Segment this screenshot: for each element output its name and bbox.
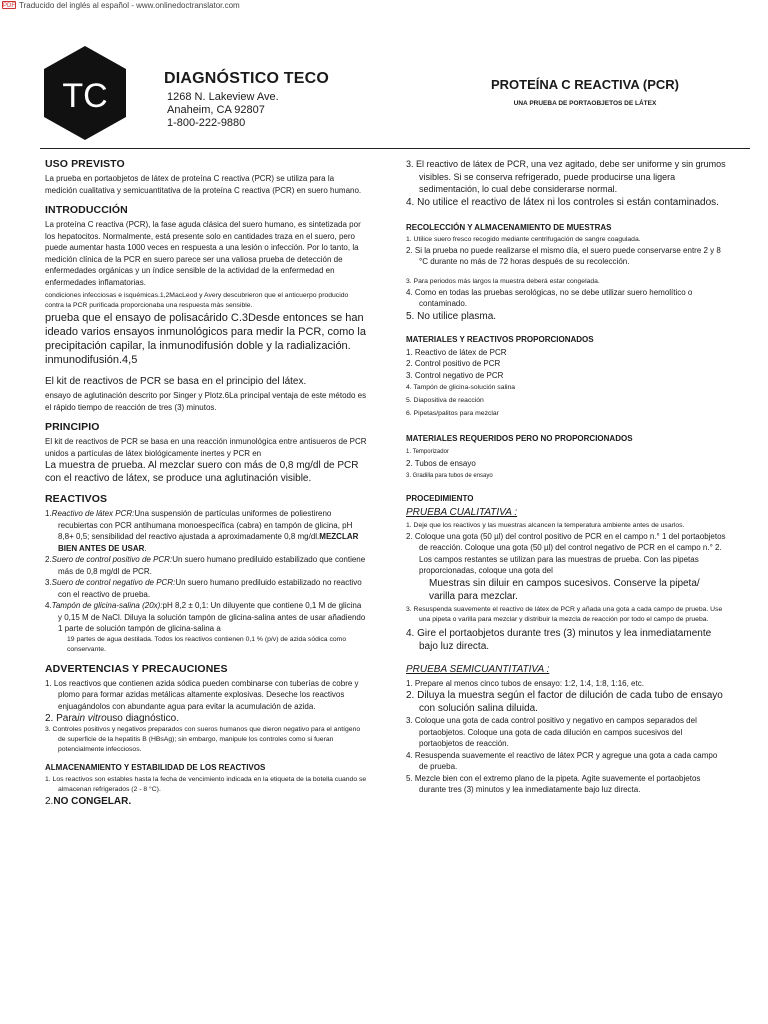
list-item: 4. No utilice el reactivo de látex ni los controles si están contaminados. [406,196,719,208]
section-requeridos [406,434,728,482]
product-header [470,77,700,107]
list-item: 2. Diluya la muestra según el factor de dilución de cada tubo de ensayo con solución salina diluida. [406,690,723,714]
list-item: 3. Coloque una gota de cada control positivo y negativo en campos separados del portaobjetos. Coloque una gota de cada dilución en campos sucesivos del portaobjetos de reacción. [406,716,697,748]
section-title: PROCEDIMIENTO [406,493,474,503]
section-reactivos [45,493,367,655]
paragraph: La prueba en portaobjetos de látex de proteína C reactiva (PCR) se utiliza para la medición cualitativa y semicuantitativa de la proteína C reactiva (PCR) en suero humano. [45,174,362,195]
section-title: INTRODUCCIÓN [45,204,128,216]
section-title: ALMACENAMIENTO Y ESTABILIDAD DE LOS REACTIVOS [45,763,266,772]
list-item-continued: 19 partes de agua destilada. Todos los reactivos contienen 0,1 % (p/v) de azida sódica como conservante. [67,635,347,653]
list-item: 3. Para periodos más largos la muestra deberá estar congelada. [406,277,600,285]
list-item: 1. Prepare al menos cinco tubos de ensayo: 1:2, 1:4, 1:8, 1:16, etc. [406,678,644,688]
paragraph: El kit de reactivos de PCR se basa en una reacción inmunológica entre antisueros de PCR unidos a partículas de látex biológicamente inertes y PCR en [45,437,367,458]
list-item: 5. No utilice plasma. [406,310,497,322]
section-procedimiento [406,494,728,796]
list-item: 4. Gire el portaobjetos durante tres (3) minutos y lea inmediatamente bajo luz directa. [406,627,712,652]
section-title: ADVERTENCIAS Y PRECAUCIONES [45,662,228,675]
section-title: USO PREVISTO [45,158,125,170]
section-title: RECOLECCIÓN Y ALMACENAMIENTO DE MUESTRAS [406,222,612,232]
list-item: 2.NO CONGELAR. [45,796,132,807]
section-reagent-notes [406,158,728,209]
list-item: 1.Reactivo de látex PCR:Una suspensión de partículas uniformes de poliestireno recubiertas con PCR antihumana monoespecífica (cabra) en tampón de glicina, pH 8,8+ 0,5; sensibilidad del reactivo ajustada a aproximadamente 0,8 mg/dl.MEZCLAR BIEN ANTES DE USAR. [45,509,359,553]
list-item: 2.Suero de control positivo de PCR:Un suero humano prediluido estabilizado que contiene más de 0,8 mg/dl de PCR. [45,555,366,576]
section-materiales [406,335,728,421]
list-item: 3. Resuspenda suavemente el reactivo de látex de PCR y añada una gota a cada campo de prueba. Use una pipeta o varilla para mezclar y distribuir la mezcla de reacción por todo el campo de prueba. [406,605,723,623]
list-item: 3. Control negativo de PCR [406,370,504,380]
product-title: PROTEÍNA C REACTIVA (PCR) [490,77,680,92]
section-title: REACTIVOS [45,493,108,505]
paragraph: El kit de reactivos de PCR se basa en el principio del látex. [45,376,307,387]
list-item: 2. Parain vitrouso diagnóstico. [45,713,179,724]
list-item: 1. Temporizador [406,449,449,455]
list-item: 3. El reactivo de látex de PCR, una vez agitado, debe ser uniforme y sin grumos visibles. Si se conserva refrigerado, puede producirse una ligera sedimentación, lo cual debe considerarse normal. [406,159,726,194]
section-uso-previsto [45,158,367,196]
list-item: 6. Pipetas/palitos para mezclar [406,410,499,417]
list-item: 4.Tampón de glicina-salina (20x):pH 8,2 ± 0,1: Un diluyente que contiene 0,1 M de glicina y 0,15 M de NaCl. Diluya la solución tampón de glicina-salina antes de usar añadiendo 1 parte de solución tampón de glicina-salina a [45,601,366,633]
section-title: MATERIALES REQUERIDOS PERO NO PROPORCIONADOS [406,434,633,443]
paragraph: prueba que el ensayo de polisacárido C.3Desde entonces se han ideado varios ensayos inmunológicos para medir la PCR, como la precipitación capilar, la inmunodifusión doble y la radialización. inmunodifusión.4,5 [45,312,366,366]
translate-icon: PDF [3,3,15,9]
list-item: 1. Reactivo de látex de PCR [406,347,507,357]
list-item: 3.Suero de control negativo de PCR:Un suero humano prediluido estabilizado no reactivo con el reactivo de prueba. [45,578,362,599]
list-item: 3. Controles positivos y negativos preparados con sueros humanos que dieron negativo para el antígeno de superficie de la hepatitis B (HBsAg); sin embargo, manipule los controles como si fueran potencialmente infecciosos. [45,726,361,753]
header-divider [40,148,750,149]
section-title: PRINCIPIO [45,421,100,433]
translator-link[interactable]: Traducido del inglés al español - www.onlinedoctranslator.com [19,0,240,10]
list-item: 3. Gradilla para tubos de ensayo [406,472,493,479]
company-logo [42,44,128,142]
section-almacenamiento [45,763,367,808]
list-item: 5. Diapositiva de reacción [406,397,484,404]
paragraph: condiciones infecciosas e isquémicas.1,2MacLeod y Avery descubrieron que el anticuerpo producido contra la PCR purificada proporcionaba una respuesta más sensible. [45,292,349,309]
list-item: 2. Control positivo de PCR [406,359,501,368]
section-title: MATERIALES Y REACTIVOS PROPORCIONADOS [406,334,594,344]
list-item: 2. Si la prueba no puede realizarse el mismo día, el suero puede conservarse entre 2 y 8 °C durante no más de 72 horas después de su recolección. [406,245,721,266]
logo-letters: TC [62,77,108,115]
company-name: DIAGNÓSTICO TECO [164,70,329,87]
list-item: 4. Como en todas las pruebas serológicas, no se debe utilizar suero hemolítico o contaminado. [406,287,693,308]
right-column [406,158,728,804]
section-introduccion [45,204,367,413]
list-item-continued: Muestras sin diluir en campos sucesivos. Conserve la pipeta/ varilla para mezclar. [429,577,700,602]
address-line-2: Anaheim, CA 92807 [167,104,265,116]
list-item: 4. Resuspenda suavemente el reactivo de látex PCR y agregue una gota a cada campo de prueba. [406,750,718,771]
company-address [167,91,329,130]
address-line-1: 1268 N. Lakeview Ave. [167,91,279,103]
company-block [164,70,329,130]
company-phone: 1-800-222-9880 [167,117,246,129]
subsection-title: PRUEBA SEMICUANTITATIVA : [406,663,550,675]
paragraph: La muestra de prueba. Al mezclar suero con más de 0,8 mg/dl de PCR con el reactivo de látex, se produce una aglutinación visible. [45,460,359,484]
left-column [45,158,367,816]
subsection-title: PRUEBA CUALITATIVA : [406,506,518,518]
list-item: 4. Tampón de glicina-solución salina [406,384,516,391]
section-principio [45,421,367,485]
list-item: 5. Mezcle bien con el extremo plano de la pipeta. Agite suavemente el portaobjetos durante tres (3) minutos y lea inmediatamente bajo luz directa. [406,773,701,794]
list-item: 1. Deje que los reactivos y las muestras alcancen la temperatura ambiente antes de usarlos. [406,521,685,529]
list-item: 1. Los reactivos que contienen azida sódica pueden combinarse con tuberías de cobre y plomo para formar azidas metálicas altamente explosivas. Deseche los reactivos enjuagándolos con abundante agua para evitar la acumulación de azida. [45,678,359,711]
translator-bar[interactable] [0,0,240,10]
section-recoleccion [406,223,728,323]
product-subtitle: UNA PRUEBA DE PORTAOBJETOS DE LÁTEX [513,100,657,107]
paragraph: ensayo de aglutinación descrito por Singer y Plotz.6La principal ventaja de este método es el rápido tiempo de reacción de tres (3) minutos. [45,391,367,412]
list-item: 2. Tubos de ensayo [406,459,476,468]
paragraph: La proteína C reactiva (PCR), la fase aguda clásica del suero humano, es sintetizada por los hepatocitos. Normalmente, está presente solo en cantidades traza en el suero, pero puede aumentar hasta 1000 veces en respuesta a una lesión o infección. Por lo tanto, la medición clínica de la PCR en suero parece ser una valiosa prueba de detección de enfermedades orgánicas y un índice sensible de la actividad de la enfermedad en enfermedades inflamatorias. [45,220,361,287]
list-item: 1. Los reactivos son estables hasta la fecha de vencimiento indicada en la etiqueta de la botella cuando se almacenan refrigerados (2 - 8 °C). [45,776,367,793]
section-advertencias [45,663,367,756]
list-item: 1. Utilice suero fresco recogido mediante centrifugación de sangre coagulada. [406,235,641,243]
list-item: 2. Coloque una gota (50 µl) del control positivo de PCR en el campo n.° 1 del portaobjetos de reacción. Coloque una gota (50 µl) del control negativo de PCR en el campo n.° 2. Los campos restantes se utilizan para las muestras de prueba. Con las pipetas proporcionadas, coloque una gota del [406,531,726,575]
